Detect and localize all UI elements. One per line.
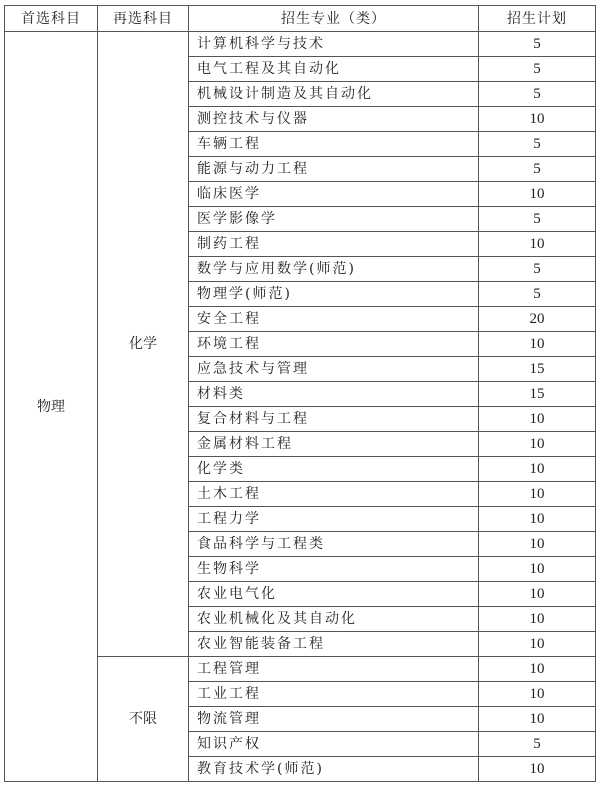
plan-cell: 10 bbox=[479, 407, 596, 432]
plan-cell: 10 bbox=[479, 707, 596, 732]
major-cell: 土木工程 bbox=[189, 482, 479, 507]
major-cell: 金属材料工程 bbox=[189, 432, 479, 457]
major-cell: 应急技术与管理 bbox=[189, 357, 479, 382]
plan-cell: 5 bbox=[479, 32, 596, 57]
plan-cell: 10 bbox=[479, 507, 596, 532]
plan-cell: 10 bbox=[479, 557, 596, 582]
second-subject-cell: 不限 bbox=[98, 657, 189, 782]
plan-cell: 15 bbox=[479, 382, 596, 407]
plan-cell: 10 bbox=[479, 757, 596, 782]
plan-cell: 5 bbox=[479, 257, 596, 282]
major-cell: 医学影像学 bbox=[189, 207, 479, 232]
major-cell: 测控技术与仪器 bbox=[189, 107, 479, 132]
plan-cell: 10 bbox=[479, 632, 596, 657]
table-row bbox=[5, 32, 596, 57]
major-cell: 食品科学与工程类 bbox=[189, 532, 479, 557]
plan-cell: 10 bbox=[479, 582, 596, 607]
major-cell: 化学类 bbox=[189, 457, 479, 482]
second-subject-cell: 化学 bbox=[98, 32, 189, 657]
major-cell: 电气工程及其自动化 bbox=[189, 57, 479, 82]
major-cell: 车辆工程 bbox=[189, 132, 479, 157]
plan-cell: 5 bbox=[479, 207, 596, 232]
major-cell: 农业电气化 bbox=[189, 582, 479, 607]
plan-cell: 10 bbox=[479, 432, 596, 457]
plan-cell: 10 bbox=[479, 182, 596, 207]
major-cell: 教育技术学(师范) bbox=[189, 757, 479, 782]
major-cell: 农业机械化及其自动化 bbox=[189, 607, 479, 632]
plan-cell: 5 bbox=[479, 132, 596, 157]
major-cell: 工程力学 bbox=[189, 507, 479, 532]
plan-cell: 5 bbox=[479, 57, 596, 82]
plan-cell: 5 bbox=[479, 282, 596, 307]
plan-cell: 10 bbox=[479, 457, 596, 482]
header-row bbox=[5, 6, 596, 32]
major-cell: 数学与应用数学(师范) bbox=[189, 257, 479, 282]
plan-cell: 5 bbox=[479, 732, 596, 757]
header-second-subject: 再选科目 bbox=[98, 6, 189, 32]
major-cell: 环境工程 bbox=[189, 332, 479, 357]
major-cell: 制药工程 bbox=[189, 232, 479, 257]
plan-cell: 10 bbox=[479, 332, 596, 357]
plan-cell: 10 bbox=[479, 107, 596, 132]
plan-cell: 5 bbox=[479, 82, 596, 107]
major-cell: 知识产权 bbox=[189, 732, 479, 757]
major-cell: 计算机科学与技术 bbox=[189, 32, 479, 57]
major-cell: 复合材料与工程 bbox=[189, 407, 479, 432]
major-cell: 工程管理 bbox=[189, 657, 479, 682]
header-plan: 招生计划 bbox=[479, 6, 596, 32]
plan-cell: 20 bbox=[479, 307, 596, 332]
major-cell: 工业工程 bbox=[189, 682, 479, 707]
first-subject-cell: 物理 bbox=[5, 32, 98, 782]
header-first-subject: 首选科目 bbox=[5, 6, 98, 32]
major-cell: 农业智能装备工程 bbox=[189, 632, 479, 657]
major-cell: 物流管理 bbox=[189, 707, 479, 732]
major-cell: 生物科学 bbox=[189, 557, 479, 582]
plan-cell: 10 bbox=[479, 232, 596, 257]
plan-cell: 10 bbox=[479, 482, 596, 507]
plan-cell: 5 bbox=[479, 157, 596, 182]
plan-cell: 10 bbox=[479, 532, 596, 557]
major-cell: 机械设计制造及其自动化 bbox=[189, 82, 479, 107]
major-cell: 物理学(师范) bbox=[189, 282, 479, 307]
plan-cell: 10 bbox=[479, 682, 596, 707]
plan-cell: 15 bbox=[479, 357, 596, 382]
plan-cell: 10 bbox=[479, 657, 596, 682]
major-cell: 材料类 bbox=[189, 382, 479, 407]
plan-cell: 10 bbox=[479, 607, 596, 632]
major-cell: 临床医学 bbox=[189, 182, 479, 207]
major-cell: 安全工程 bbox=[189, 307, 479, 332]
major-cell: 能源与动力工程 bbox=[189, 157, 479, 182]
admission-plan-table bbox=[4, 5, 596, 782]
header-major: 招生专业（类） bbox=[189, 6, 479, 32]
